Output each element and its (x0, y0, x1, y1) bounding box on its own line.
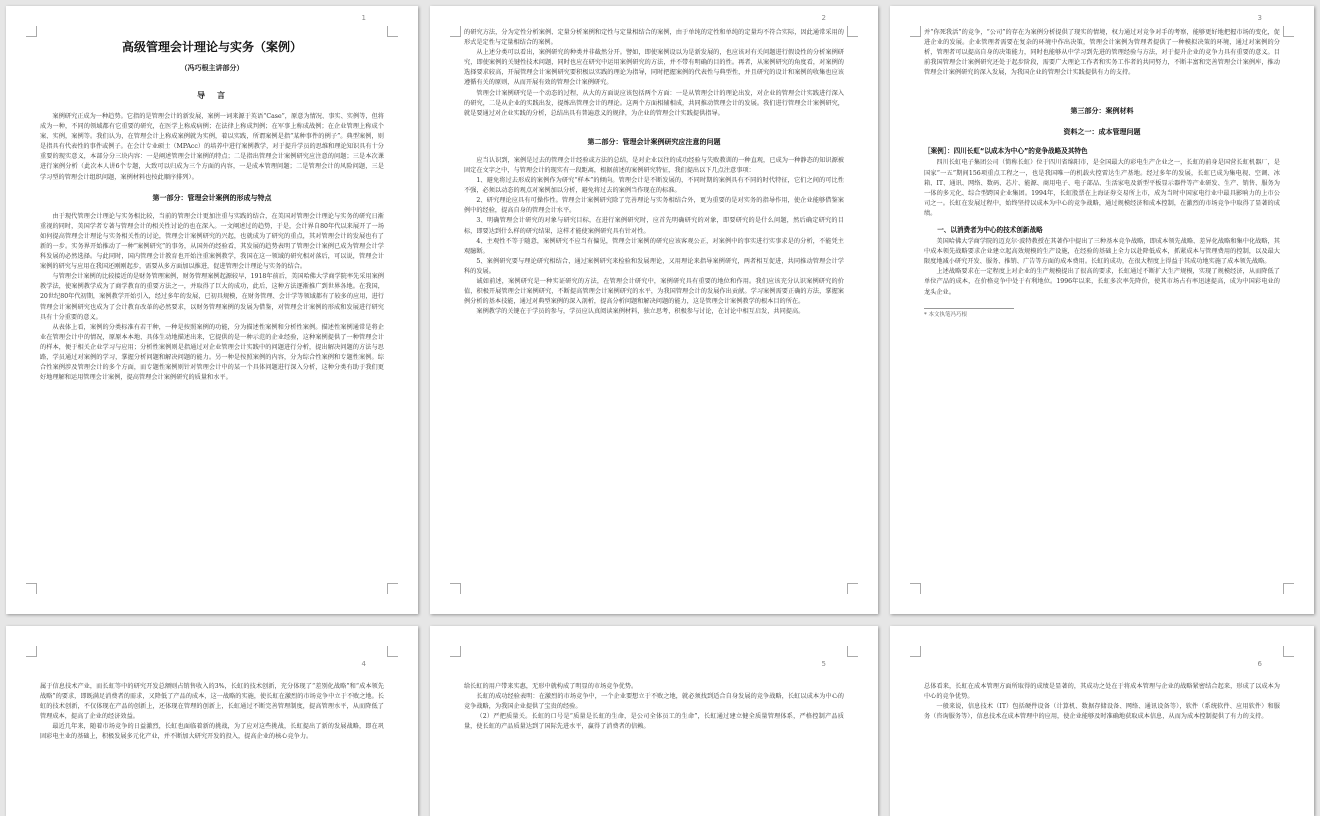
body-paragraph: 管理会计案例研究是一个动态的过程，从大的方面说应该包括两个方面：一是从管理会计的理论出发，对企业的管理会计实践进行深入的研究，二是从企业的实践出发，提炼出管理会计的理论。这两个方面相辅相成，共同推动管理会计的发展。我们进行管理会计案例研究，就是要通过对企业实践的分析，总结出具有普遍意义的规律，为企业的管理会计实践提供指导。 (464, 89, 844, 117)
page-corner-mark (847, 646, 858, 657)
body-paragraph: 长虹的成功经验表明：在激烈的市场竞争中，一个企业要想立于不败之地，就必须找到适合自身发展的竞争战略，长虹以成本为中心的竞争战略，为我国企业提供了宝贵的经验。 (464, 693, 844, 711)
part2-paragraph: 应当认识到，案例是过去的管理会计经验或方法的总结，是对企业以往的成功经验与失败教训的一种直观，已成为一种静态的知识源被固定在文字之中，与管理会计的现实有一段距离，根据前述的案例研究特征，我们提出以下几点注意事项： (464, 156, 844, 174)
page-corner-mark (1283, 26, 1294, 37)
part2-paragraph: 4、主观性不等于随意，案例研究不应当有偏见，管理会计案例的研究应该客观公正，对案例中的事实进行实事求是的分析，不能凭主观臆断。 (464, 237, 844, 255)
body-paragraph: 的研究方法，分为定性分析案例、定量分析案例和定性与定量相结合的案例，由于单纯的定性和单纯的定量均不符合实际，因此通常采用的形式是定性与定量相结合的案例。 (464, 29, 844, 47)
body-paragraph: 并“你死我活”的竞争，“公司”的存在为案例分析提供了现实的情境，权力通过对竞争对手的考察，能够更好地把握市场的变化，促进企业的发展。企业管理者需要在复杂的环境中作出决策，管理会计案例为管理者提供了一种模拟决策的环境，通过对案例的分析，管理者可以提高自身的决策能力，同时也能够从中学习到先进的管理经验与方法，对于提升企业的竞争力具有重要的意义。目前我国管理会计案例研究还处于起步阶段，需要广大理论工作者和实务工作者的共同努力，不断丰富和完善管理会计案例库，推动管理会计案例研究的深入发展，为我国企业的管理会计实践提供有力的支持。 (924, 29, 1280, 77)
document-page-2 (430, 6, 878, 614)
page-number: 2 (821, 14, 826, 22)
document-page-6 (890, 626, 1314, 816)
page-corner-mark (847, 583, 858, 594)
page-corner-mark (1283, 583, 1294, 594)
case-paragraph: 上述战略要求在一定程度上对企业的生产规模提出了很高的要求，长虹通过不断扩大生产规模，实现了规模经济，从而降低了单位产品的成本，在价格竞争中处于有利地位。1996年以来，长虹多次率先降价，使其市场占有率迅速提高，成为中国彩电业的龙头企业。 (924, 268, 1280, 296)
intro-heading: 导 言 (197, 91, 227, 100)
document-page-4 (6, 626, 418, 816)
body-paragraph: 总体看来，长虹在成本管理方面所取得的成绩是显著的，其成功之处在于将成本管理与企业的战略紧密结合起来，形成了以成本为中心的竞争优势。 (924, 683, 1280, 701)
part2-paragraph: 案例教学的关键在于学员的参与，学员应认真阅读案例材料，独立思考，积极参与讨论，在讨论中相互启发，共同提高。 (476, 308, 805, 316)
part2-paragraph: 5、案例研究要与理论研究相结合，通过案例研究来检验和发展理论，又用理论来指导案例研究，两者相互促进，共同推动管理会计学科的发展。 (464, 257, 844, 275)
document-page-3 (890, 6, 1314, 614)
part2-paragraph: 3、明确管理会计研究的对象与研究目标，在进行案例研究时，应首先明确研究的对象，即要研究的是什么问题，然后确定研究的目标，即要达到什么样的研究结果，这样才能使案例研究具有针对性。 (464, 217, 844, 235)
page-corner-mark (910, 583, 921, 594)
part2-heading: 第二部分：管理会计案例研究应注意的问题 (587, 137, 721, 146)
page-number: 3 (1257, 14, 1262, 22)
case-title: ［案例］：四川长虹“以成本为中心”的竞争战略及其特色 (924, 147, 1088, 156)
part3-heading: 第三部分：案例材料 (1070, 107, 1134, 116)
page-corner-mark (26, 26, 37, 37)
part1-paragraph: 与管理会计案例的比较接近的是财务管理案例，财务管理案例起源较早，1918年前后，美国哈佛大学商学院率先采用案例教学法，使案例教学成为了商学教育的重要方法之一，并取得了巨大的成功，此后，这种方法逐渐推广到世界各地。在我国，20世纪80年代初期，案例教学开始引入，经过多年的发展，已初具规模，在财务管理、会计学等领域都有了较多的应用，进行管理会计案例研究也成为了会计教育改革的必然要求，以财务管理案例的发展为借鉴，对管理会计案例的形成和发展进行研究具有十分重要的意义。 (40, 273, 384, 321)
footnote-rule (924, 308, 1014, 309)
case-paragraph: 四川长虹电子集团公司（简称长虹）位于四川省绵阳市，是全国最大的彩电生产企业之一，长虹的前身是国营长虹机器厂，是国家“一五”期间156项重点工程之一，也是我国唯一的机载火控雷达生产基地。经过多年的发展，长虹已成为集电视、空调、冰箱、IT、通讯、网络、数码、芯片、能源、商用电子、电子部品、生活家电及新型平板显示器件等产业研发、生产、销售、服务为一体的多元化、综合型跨国企业集团。1994年，长虹股票在上海证券交易所上市，成为当时中国家电行业中最具影响力的上市公司之一。长虹在发展过程中，始终坚持以成本为中心的竞争战略，通过规模经济和成本控制，在激烈的市场竞争中取得了显著的成绩。 (924, 159, 1280, 217)
intro-paragraph: 案例研究正成为一种趋势。它指的是管理会计的新发展，案例一词来源于英语“Case”，原意为情况、事实、实例等，但将成为一种，不同的领域都有它重要的研究，在医学上称成病例；在法律上称成判例；在军事上称成战例；在企业管理上称成个案、实例，案例等。我们认为，在管理会计上称成案例就为实例，着以实践，所谓案例是指“某种事件的例子”。典型案例，则是指具有代表性的事件或例子。在会计专业硕士（MPAcc）的培养中进行案例教学，对于提升学员的思维和理论知识具有十分重要的现实意义，本部分分三块内容：一是阐述管理会计案例的特点；二是指出管理会计案例研究应注意的问题；三是本次课进行案例分析（此次本人讲6个专题，大致可以归成为三个方面的内容，一是成本管理问题；二是管理会计的风险问题，三是学习型的管理会计组织问题，案例材料也按此顺序排列）。 (40, 113, 384, 181)
body-paragraph: 给长虹的用户带来实惠，无形中就构成了明显的市场竞争优势。 (464, 683, 638, 690)
page-corner-mark (26, 646, 37, 657)
page-number: 1 (361, 14, 366, 22)
page-number: 4 (361, 660, 366, 668)
part1-paragraph: 从表体上看，案例的分类标准有若干种，一种是按照案例的功能，分为描述性案例和分析性案例。描述性案例通常是将企业在管理会计中的情况，原原本本地、具体生动地描述出来，它提供的是一种示范的企业经验，这种案例提供了一种管理会计的样本，便于相关企业学习与应用；分析性案例则是指通过对企业管理会计实践中的问题进行分析，提出解决问题的方法与思路，学员通过对案例的学习，掌握分析问题和解决问题的能力。另一种是按照案例的内容，分为综合性案例和专题性案例。综合性案例涉及管理会计的多个方面，而专题性案例则针对管理会计中的某一个具体问题进行深入分析，这种分类有助于我们更好地理解和运用管理会计案例，提高管理会计案例研究的质量和水平。 (40, 323, 384, 382)
document-title: 高级管理会计理论与实务（案例） (121, 40, 302, 54)
document-subtitle: （冯巧根主讲部分） (180, 63, 244, 72)
page-number: 5 (821, 660, 826, 668)
page-corner-mark (450, 26, 461, 37)
material-heading: 资料之一：成本管理问题 (1063, 128, 1141, 137)
page-corner-mark (1283, 646, 1294, 657)
body-paragraph: 最近几年来，随着市场竞争的日益激烈，长虹也面临着新的挑战，为了应对这些挑战，长虹提出了新的发展战略，即在巩固彩电主业的基础上，积极发展多元化产业，并不断加大研究开发的投入，提高企业的核心竞争力。 (40, 723, 384, 741)
page-corner-mark (847, 26, 858, 37)
body-paragraph: 一般来说，信息技术（IT）包括硬件设备（计算机、数据存储设备、网络、通讯设备等），软件（系统软件、应用软件）和服务（咨询服务等），信息技术在成本管理中的应用，使企业能够及时准确地获取成本信息，从而为成本控制提供了有力的支持。 (924, 703, 1280, 721)
body-paragraph: （2）严把质量关。长虹的口号是“质量是长虹的生命，是公司全体员工的生命”，长虹通过建立健全质量管理体系，严格控制产品质量，使长虹的产品质量达到了国际先进水平，赢得了消费者的信赖。 (464, 713, 844, 731)
page-corner-mark (450, 646, 461, 657)
body-paragraph: 从上述分类可以看出，案例研究的种类并非截然分开。譬如，即使案例设以为是新发展的，也应该对有关问题进行假设性的分析案例研究，即使案例的关键性技术问题，同时也应在研究中运用案例研究的方法，并不带有明确的目的性。再者，从案例研究的角度看，对案例的选择要求较高，开展管理会计案例研究要积极以实践的理论为指导，同时把握案例的代表性与典型性，并且研究的设计和案例的收集也应该遵循有关的原则，从而开展有效的管理会计案例研究。 (464, 49, 844, 87)
page-corner-mark (387, 26, 398, 37)
part1-heading: 第一部分：管理会计案例的形成与特点 (152, 193, 272, 202)
part2-paragraph: 诚如前述，案例研究是一种实证研究的方法，在管理会计研究中，案例研究具有重要的地位和作用。我们应该充分认识案例研究的价值，积极开展管理会计案例研究，不断提高管理会计案例研究的水平，为我国管理会计的发展作出贡献。学习案例需要正确的方法，掌握案例分析的基本技能，通过对典型案例的深入剖析，提高分析问题和解决问题的能力，这是管理会计案例教学的根本目的所在。 (464, 277, 844, 306)
document-page-5 (430, 626, 878, 816)
body-paragraph: 属于信息技术产业，而长虹等中的研究开发总额则占销售收入的3%，长虹的技术创新，充分体现了“差别化战略”和“成本领先战略”的要求，即既满足消费者的需求，又降低了产品的成本，这一战略的实施，使长虹在激烈的市场竞争中立于不败之地。长虹的技术创新，不仅体现在产品的创新上，还体现在管理的创新上，长虹通过不断完善管理制度，提高管理水平，从而降低了管理成本，提高了企业的经济效益。 (40, 683, 384, 721)
case-paragraph: 美国哈佛大学商学院的迈克尔·波特教授在其著作中提出了三种基本竞争战略，即成本领先战略、差异化战略和集中化战略，其中成本领先战略要求企业建立起高效规模的生产设施，在经验的基础上全力以赴降低成本，抓紧成本与管理费用的控制，以及最大限度地减小研究开发、服务、推销、广告等方面的成本费用。长虹的成功，在很大程度上得益于其成功地实施了成本领先战略。 (924, 238, 1280, 266)
page-corner-mark (387, 646, 398, 657)
page-corner-mark (26, 583, 37, 594)
part1-paragraph: 由于现代管理会计理论与实务相比较，当前的管理会计更加注重与实践的结合，在美国对管理会计理论与实务的研究日渐重视的同时，美国学者专著与管理会计的相关性讨论的也在深入。一文阐述过的趋势，于是，会计界自80年代以来展开了一场如何提高管理会计理论与实务相关性的讨论，管理会计案例研究的兴起，也就成为了研究的重点，其对管理会计的发展也有了新的一步。实务界开始推动了一种“案例研究”的事务，从国外的经验看，其发展的趋势表明了管理会计案例已成为管理会计学科发展的必然选择。与此同时，国内管理会计教育也开始注重案例教学，我国在这一领域的研究相对落后，可以说，管理会计案例的研究与应用在我国还刚刚起步，需要从多方面加以推进，促进管理会计理论与实务的结合。 (40, 212, 384, 271)
part2-paragraph: 1、避免将过去形成的案例作为研究“样本”的倾向。管理会计是不断发展的，不同时期的案例具有不同的时代特征，它们之间的可比性不强，必须以动态的观点对案例加以分析，避免将过去的案例当作现在的标准。 (464, 177, 844, 195)
page-corner-mark (910, 646, 921, 657)
page-number: 6 (1257, 660, 1262, 668)
part2-paragraph: 2、研究理论应具有可操作性。管理会计案例研究除了完善理论与实务相结合外，更为重要的是对实务的指导作用，使企业能够借鉴案例中的经验，提高自身的管理会计水平。 (464, 197, 844, 215)
document-page-1 (6, 6, 418, 614)
page-corner-mark (910, 26, 921, 37)
footnote: * 本文执笔冯巧根 (924, 311, 967, 318)
page-corner-mark (450, 583, 461, 594)
page-corner-mark (387, 583, 398, 594)
case-subheading: 一、以消费者为中心的技术创新战略 (937, 226, 1043, 235)
